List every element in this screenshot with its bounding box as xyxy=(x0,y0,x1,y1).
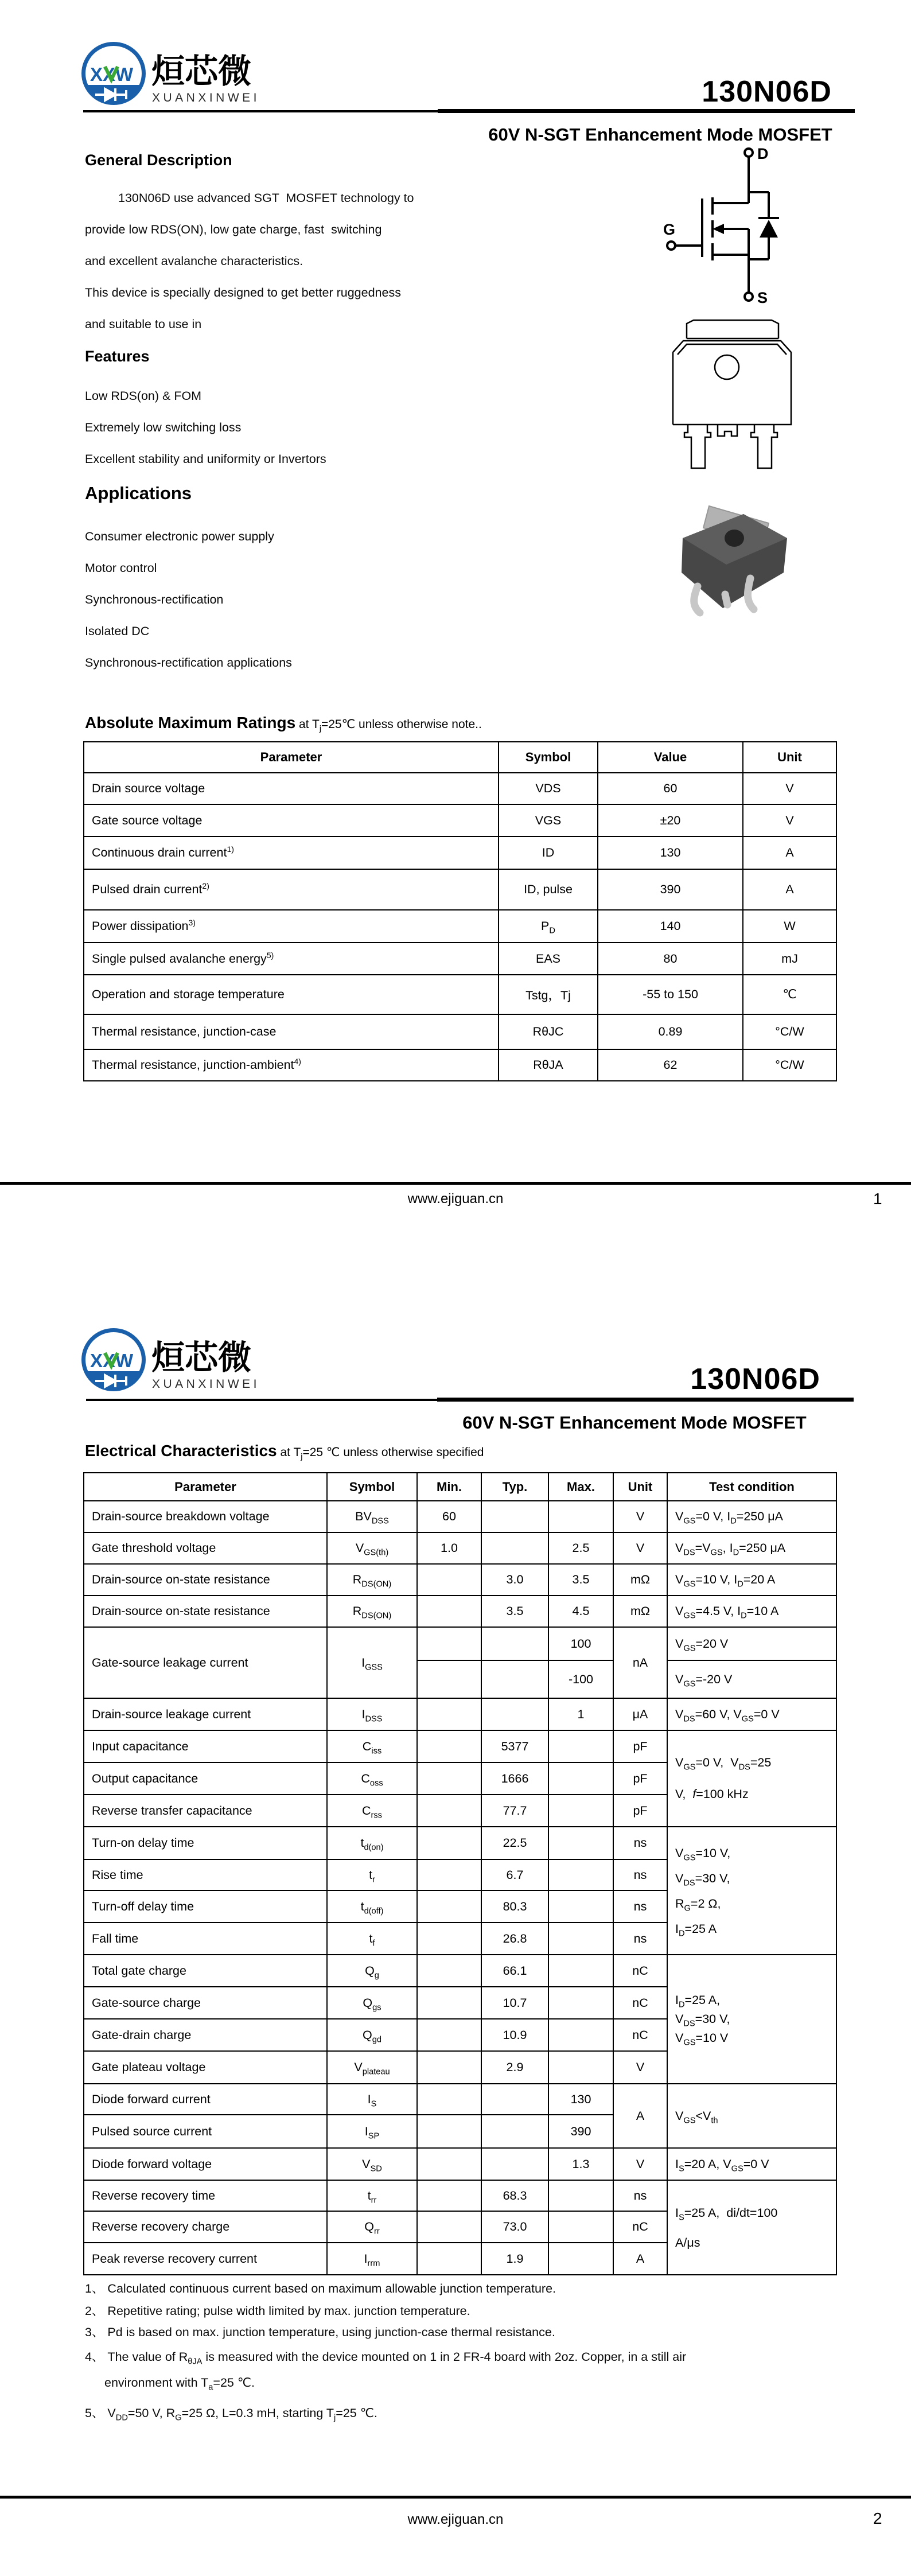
general-description-title: General Description xyxy=(85,151,232,169)
table-cell xyxy=(417,2148,481,2180)
absolute-maximum-ratings-table xyxy=(83,741,837,1081)
table-cell xyxy=(417,1795,481,1827)
table-cell xyxy=(417,1596,481,1627)
table-cell: nC xyxy=(613,2211,667,2243)
table-cell: 5377 xyxy=(481,1730,548,1762)
table-cell: 80.3 xyxy=(481,1890,548,1923)
table-cell: 390 xyxy=(548,2115,613,2148)
table-cell: 6.7 xyxy=(481,1859,548,1890)
table-cell: $V_{DS}=60$ V, $V_{GS}=0$ V xyxy=(667,1698,836,1730)
table-cell: 10.9 xyxy=(481,2019,548,2051)
table-cell: 80 xyxy=(598,943,743,975)
table-cell xyxy=(417,1859,481,1890)
feature-item: Excellent stability and uniformity or Invertors xyxy=(85,452,326,466)
header-rule-thin xyxy=(86,1399,437,1401)
table-cell: V xyxy=(613,2051,667,2084)
application-item: Motor control xyxy=(85,561,157,575)
footer-rule xyxy=(0,1182,911,1185)
table-cell: Reverse recovery charge xyxy=(84,2211,327,2243)
table-cell xyxy=(548,2019,613,2051)
table-cell: VGS xyxy=(499,804,598,836)
table-cell xyxy=(548,2180,613,2211)
description-line: This device is specially designed to get better ruggedness xyxy=(85,286,401,299)
table-cell: EAS xyxy=(499,943,598,975)
table-cell: $BV_{DSS}$ xyxy=(327,1501,417,1532)
note: 4、 The value of $R_{\theta JA}$ is measured with the device mounted on 1 in 2 FR-4 board with 2oz. Copper, in a still air xyxy=(85,2350,687,2367)
table-cell: 130 xyxy=(598,836,743,869)
table-cell: 100 xyxy=(548,1627,613,1660)
table-cell: $I_{GSS}$ xyxy=(327,1627,417,1698)
table-cell: Turn-on delay time xyxy=(84,1827,327,1859)
table-cell xyxy=(481,1532,548,1564)
table-cell: $t_r$ xyxy=(327,1859,417,1890)
body-diode xyxy=(760,220,778,238)
table-cell xyxy=(417,2211,481,2243)
table-cell xyxy=(481,1660,548,1698)
page-number: 1 xyxy=(873,1190,882,1208)
table-cell: -100 xyxy=(548,1660,613,1698)
table-cell: $t_{d(on)}$ xyxy=(327,1827,417,1859)
table-cell: 77.7 xyxy=(481,1795,548,1827)
table-cell: Power dissipation$^{3)}$ xyxy=(84,910,499,943)
table-cell xyxy=(417,2243,481,2275)
table-cell: $V_{GS}=4.5$ V, $I_D=10$ A xyxy=(667,1596,836,1627)
table-cell xyxy=(548,1827,613,1859)
table-cell: $I_D=25$ A, $V_{DS}=30$ V, $V_{GS}=10$ V xyxy=(667,1955,836,2084)
table-cell: V xyxy=(743,773,836,804)
note: 5、 $V_{DD}=50$ V, $R_G=25$ Ω, L=0.3 mH, starting $T_j=25$ ℃. xyxy=(85,2406,377,2423)
table-cell: RθJC xyxy=(499,1014,598,1049)
table-cell: ℃ xyxy=(743,975,836,1014)
table-cell: ns xyxy=(613,2180,667,2211)
table-cell: ns xyxy=(613,1890,667,1923)
table-cell: Thermal resistance, junction-ambient$^{4)}$ xyxy=(84,1049,499,1081)
table-cell: Reverse transfer capacitance xyxy=(84,1795,327,1827)
table-cell: $Q_{gd}$ xyxy=(327,2019,417,2051)
table-cell: $V_{GS}=-20$ V xyxy=(667,1660,836,1698)
table-cell: 130 xyxy=(548,2084,613,2115)
table-cell: $I_S=20$ A, $V_{GS}=0$ V xyxy=(667,2148,836,2180)
table-cell: ns xyxy=(613,1827,667,1859)
table-header-cell: Unit xyxy=(743,742,836,773)
table-cell: Gate threshold voltage xyxy=(84,1532,327,1564)
table-cell: Reverse recovery time xyxy=(84,2180,327,2211)
note: 3、 Pd is based on max. junction temperature, using junction-case thermal resistance. xyxy=(85,2325,555,2339)
amr-title-text: Absolute Maximum Ratings xyxy=(85,714,296,731)
table-cell: $V_{GS}=10$ V, $I_D=20$ A xyxy=(667,1564,836,1596)
table-cell: μA xyxy=(613,1698,667,1730)
table-cell: Drain-source on-state resistance xyxy=(84,1596,327,1627)
table-cell xyxy=(548,2211,613,2243)
electrical-characteristics-table xyxy=(83,1472,837,2275)
table-cell: VDS xyxy=(499,773,598,804)
table-cell: ns xyxy=(613,1859,667,1890)
part-number: 130N06D xyxy=(690,1363,820,1396)
table-cell xyxy=(548,1987,613,2019)
table-header-cell: Test condition xyxy=(667,1473,836,1501)
table-cell: $V_{GS}=20$ V xyxy=(667,1627,836,1660)
table-cell xyxy=(548,1859,613,1890)
table-cell: $C_{iss}$ xyxy=(327,1730,417,1762)
table-cell: ID, pulse xyxy=(499,869,598,910)
table-cell: 390 xyxy=(598,869,743,910)
table-cell: Gate plateau voltage xyxy=(84,2051,327,2084)
table-cell: $V_{DS}=V_{GS}$, $I_D=250$ μA xyxy=(667,1532,836,1564)
table-cell: 1.3 xyxy=(548,2148,613,2180)
table-header-cell: Symbol xyxy=(499,742,598,773)
table-cell: $t_{rr}$ xyxy=(327,2180,417,2211)
table-cell xyxy=(417,2019,481,2051)
table-cell: 60 xyxy=(598,773,743,804)
table-cell: Gate-source charge xyxy=(84,1987,327,2019)
table-cell: mΩ xyxy=(613,1564,667,1596)
table-cell xyxy=(548,2051,613,2084)
application-item: Synchronous-rectification xyxy=(85,593,224,606)
table-header-cell: Min. xyxy=(417,1473,481,1501)
table-cell xyxy=(417,2180,481,2211)
table-cell: 2.9 xyxy=(481,2051,548,2084)
table-cell: 10.7 xyxy=(481,1987,548,2019)
footer-rule xyxy=(0,2496,911,2499)
header-rule-thin xyxy=(83,110,438,112)
table-cell: $Q_{rr}$ xyxy=(327,2211,417,2243)
table-cell: 60 xyxy=(417,1501,481,1532)
table-cell: W xyxy=(743,910,836,943)
table-cell: $Q_{gs}$ xyxy=(327,1987,417,2019)
part-number: 130N06D xyxy=(702,75,832,108)
application-item: Consumer electronic power supply xyxy=(85,530,274,543)
table-cell: $R_{DS(ON)}$ xyxy=(327,1564,417,1596)
table-cell: A xyxy=(613,2084,667,2148)
table-cell: ID xyxy=(499,836,598,869)
table-cell: mJ xyxy=(743,943,836,975)
table-cell xyxy=(417,2084,481,2115)
table-cell: pF xyxy=(613,1762,667,1795)
brand-logo xyxy=(79,39,257,111)
amr-title xyxy=(85,714,482,732)
table-cell: 1.0 xyxy=(417,1532,481,1564)
table-cell: Turn-off delay time xyxy=(84,1890,327,1923)
application-item: Synchronous-rectification applications xyxy=(85,656,292,670)
product-subtitle: 60V N-SGT Enhancement Mode MOSFET xyxy=(488,124,832,145)
table-cell: $V_{GS}=0$ V, $I_D=250$ μA xyxy=(667,1501,836,1532)
table-cell xyxy=(548,1795,613,1827)
table-cell: A xyxy=(743,869,836,910)
gate-label: G xyxy=(663,221,676,238)
package-outline-drawing xyxy=(667,318,798,475)
features-title: Features xyxy=(85,348,150,365)
table-cell: $I_S$ xyxy=(327,2084,417,2115)
table-cell: $Q_g$ xyxy=(327,1955,417,1987)
drain-label: D xyxy=(757,145,769,162)
table-cell: Gate-source leakage current xyxy=(84,1627,327,1698)
feature-item: Low RDS(on) & FOM xyxy=(85,389,202,403)
table-cell: mΩ xyxy=(613,1596,667,1627)
table-cell: 66.1 xyxy=(481,1955,548,1987)
mosfet-symbol-diagram xyxy=(660,145,849,311)
table-header-cell: Symbol xyxy=(327,1473,417,1501)
table-cell: nA xyxy=(613,1627,667,1698)
table-cell: Drain-source on-state resistance xyxy=(84,1564,327,1596)
table-cell: V xyxy=(613,1501,667,1532)
table-cell: V xyxy=(613,2148,667,2180)
table-cell: $V_{GS}=10$ V, $V_{DS}=30$ V, $R_G=2$ Ω, $I_D=25$ A xyxy=(667,1827,836,1955)
table-cell: $P_D$ xyxy=(499,910,598,943)
table-cell xyxy=(417,1890,481,1923)
table-cell xyxy=(417,1698,481,1730)
table-cell: Single pulsed avalanche energy$^{5)}$ xyxy=(84,943,499,975)
header-rule-thick xyxy=(437,1398,854,1402)
table-cell xyxy=(548,1923,613,1955)
table-cell xyxy=(548,1955,613,1987)
table-cell: $I_{DSS}$ xyxy=(327,1698,417,1730)
table-cell xyxy=(481,2084,548,2115)
table-header-cell: Parameter xyxy=(84,742,499,773)
table-cell xyxy=(481,1698,548,1730)
table-cell: $C_{oss}$ xyxy=(327,1762,417,1795)
feature-item: Extremely low switching loss xyxy=(85,421,242,434)
table-cell xyxy=(417,1730,481,1762)
table-cell: Peak reverse recovery current xyxy=(84,2243,327,2275)
table-cell: $V_{GS(th)}$ xyxy=(327,1532,417,1564)
table-cell: nC xyxy=(613,1955,667,1987)
table-cell: $I_S=25$ A, di/dt=100 A/μs xyxy=(667,2180,836,2275)
table-cell xyxy=(481,2115,548,2148)
table-cell: 22.5 xyxy=(481,1827,548,1859)
table-cell: 68.3 xyxy=(481,2180,548,2211)
table-header-cell: Max. xyxy=(548,1473,613,1501)
table-cell: 140 xyxy=(598,910,743,943)
table-cell xyxy=(417,1827,481,1859)
note: 2、 Repetitive rating; pulse width limited by max. junction temperature. xyxy=(85,2304,470,2318)
table-cell: Output capacitance xyxy=(84,1762,327,1795)
table-cell: Gate source voltage xyxy=(84,804,499,836)
table-cell: 0.89 xyxy=(598,1014,743,1049)
table-cell: $I_{SP}$ xyxy=(327,2115,417,2148)
table-cell: 73.0 xyxy=(481,2211,548,2243)
table-cell: Input capacitance xyxy=(84,1730,327,1762)
table-cell: 1.9 xyxy=(481,2243,548,2275)
table-cell: Pulsed source current xyxy=(84,2115,327,2148)
table-cell xyxy=(417,1762,481,1795)
brand-logo xyxy=(79,1325,257,1397)
table-cell: nC xyxy=(613,1987,667,2019)
package-photo xyxy=(676,503,793,623)
table-header-cell: Parameter xyxy=(84,1473,327,1501)
table-cell: $V_{SD}$ xyxy=(327,2148,417,2180)
table-cell: Drain-source breakdown voltage xyxy=(84,1501,327,1532)
footer-site: www.ejiguan.cn xyxy=(407,2512,504,2527)
application-item: Isolated DC xyxy=(85,624,150,638)
table-cell: pF xyxy=(613,1795,667,1827)
amr-subtitle: at $T_j=25℃$ unless otherwise note.. xyxy=(295,718,482,734)
table-cell: $V_{plateau}$ xyxy=(327,2051,417,2084)
table-cell: $t_f$ xyxy=(327,1923,417,1955)
table-header-cell: Unit xyxy=(613,1473,667,1501)
table-cell xyxy=(548,1762,613,1795)
header-rule-thick xyxy=(438,109,855,113)
table-cell xyxy=(481,1501,548,1532)
table-cell: pF xyxy=(613,1730,667,1762)
table-cell xyxy=(548,1501,613,1532)
note: 1、 Calculated continuous current based on maximum allowable junction temperature. xyxy=(85,2282,556,2295)
table-cell: nC xyxy=(613,2019,667,2051)
table-cell: -55 to 150 xyxy=(598,975,743,1014)
table-cell xyxy=(417,1955,481,1987)
table-cell: °C/W xyxy=(743,1014,836,1049)
ec-title-text: Electrical Characteristics xyxy=(85,1442,277,1460)
table-cell: Rise time xyxy=(84,1859,327,1890)
table-cell xyxy=(481,2148,548,2180)
ec-subtitle: at $T_j=25$ ℃ unless otherwise specified xyxy=(277,1446,484,1462)
source-label: S xyxy=(757,289,768,306)
mosfet-arrow xyxy=(713,224,724,234)
table-cell xyxy=(548,1890,613,1923)
description-line: provide low RDS(ON), low gate charge, fast switching xyxy=(85,223,382,236)
table-cell: $t_{d(off)}$ xyxy=(327,1890,417,1923)
product-subtitle: 60V N-SGT Enhancement Mode MOSFET xyxy=(462,1412,807,1433)
table-cell xyxy=(548,1730,613,1762)
table-cell: Diode forward voltage xyxy=(84,2148,327,2180)
table-cell: 3.5 xyxy=(481,1596,548,1627)
table-cell: ns xyxy=(613,1923,667,1955)
table-cell: V xyxy=(743,804,836,836)
table-cell: $C_{rss}$ xyxy=(327,1795,417,1827)
table-cell xyxy=(548,2243,613,2275)
applications-title: Applications xyxy=(85,483,192,503)
page-number: 2 xyxy=(873,2509,882,2527)
table-cell: Diode forward current xyxy=(84,2084,327,2115)
table-cell: 3.0 xyxy=(481,1564,548,1596)
table-cell: 2.5 xyxy=(548,1532,613,1564)
table-cell: 26.8 xyxy=(481,1923,548,1955)
table-cell: Pulsed drain current$^{2)}$ xyxy=(84,869,499,910)
table-cell: Continuous drain current$^{1)}$ xyxy=(84,836,499,869)
table-cell: Gate-drain charge xyxy=(84,2019,327,2051)
footer-site: www.ejiguan.cn xyxy=(407,1191,504,1207)
table-cell xyxy=(417,2051,481,2084)
table-cell: ±20 xyxy=(598,804,743,836)
table-cell xyxy=(481,1627,548,1660)
description-line: 130N06D use advanced SGT MOSFET technology to xyxy=(118,191,414,205)
table-cell: RθJA xyxy=(499,1049,598,1081)
table-header-cell: Typ. xyxy=(481,1473,548,1501)
table-cell: A xyxy=(613,2243,667,2275)
description-line: and suitable to use in xyxy=(85,317,202,331)
table-cell: $V_{GS}<V_{th}$ xyxy=(667,2084,836,2148)
table-cell xyxy=(417,1564,481,1596)
table-cell: 4.5 xyxy=(548,1596,613,1627)
table-cell: $I_{rrm}$ xyxy=(327,2243,417,2275)
table-cell: A xyxy=(743,836,836,869)
table-cell: V xyxy=(613,1532,667,1564)
table-cell: Thermal resistance, junction-case xyxy=(84,1014,499,1049)
table-cell xyxy=(417,1923,481,1955)
table-cell: Tstg，Tj xyxy=(499,975,598,1014)
table-cell xyxy=(417,2115,481,2148)
ec-title xyxy=(85,1442,484,1460)
table-cell: 1 xyxy=(548,1698,613,1730)
table-cell xyxy=(417,1627,481,1660)
table-header-cell: Value xyxy=(598,742,743,773)
table-cell: $V_{GS}=0$ V, $V_{DS}=25$ V, f=100 kHz xyxy=(667,1730,836,1827)
table-cell: 3.5 xyxy=(548,1564,613,1596)
table-cell: 1666 xyxy=(481,1762,548,1795)
table-cell: $R_{DS(ON)}$ xyxy=(327,1596,417,1627)
table-cell: Operation and storage temperature xyxy=(84,975,499,1014)
note-continuation: environment with $T_a=25$ ℃. xyxy=(104,2376,255,2392)
table-cell: Drain source voltage xyxy=(84,773,499,804)
table-cell: °C/W xyxy=(743,1049,836,1081)
table-cell: 62 xyxy=(598,1049,743,1081)
table-cell: Fall time xyxy=(84,1923,327,1955)
table-cell: Drain-source leakage current xyxy=(84,1698,327,1730)
description-line: and excellent avalanche characteristics. xyxy=(85,254,303,268)
table-cell: Total gate charge xyxy=(84,1955,327,1987)
table-cell xyxy=(417,1660,481,1698)
table-cell xyxy=(417,1987,481,2019)
